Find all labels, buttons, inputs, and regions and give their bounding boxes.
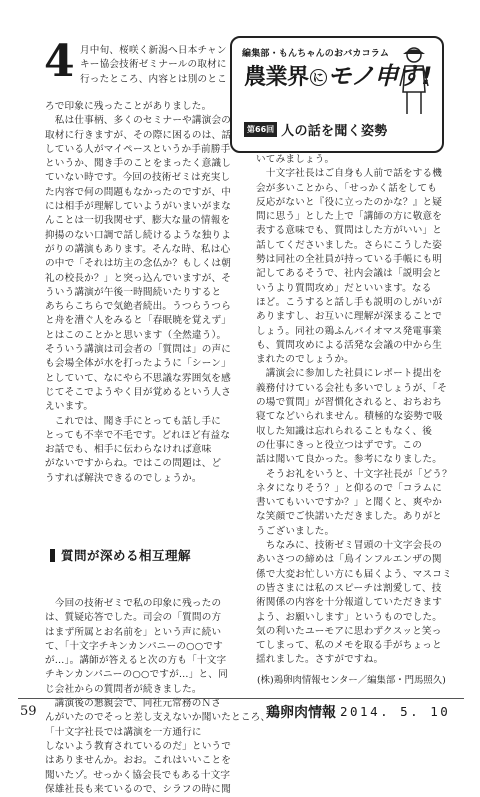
text-line: そうお礼をいうと、十文字社長が「どう？ <box>256 468 452 480</box>
column-title-box <box>230 36 444 153</box>
text-line: あちらこちらで気絶者続出。うつらうつら <box>45 301 231 313</box>
drop-cap: 4 <box>44 36 75 87</box>
section-heading-text: 質問が深める相互理解 <box>61 548 192 563</box>
text-line: 勢は同社の全社員が持っている手帳にも明 <box>256 254 443 266</box>
text-line: 講演会に参加した社員にレポート提出を <box>256 368 443 380</box>
text-line: の皆さまには私のスピーチは割愛して、技 <box>256 582 442 594</box>
text-line: よう、お願いします」というものでした。 <box>256 611 443 623</box>
text-line: 反応がないと『役に立ったのかな？』と疑 <box>256 196 443 208</box>
text-line: の中で「それは坊主の念仏か？もしくは朝 <box>45 258 232 270</box>
heading-bar-icon <box>50 549 55 562</box>
text-line: まれたのでしょうか。 <box>256 354 354 366</box>
text-line: ありますし、お互いに理解が深まることで <box>256 311 443 323</box>
text-line: て、「十文字チキンカンパニーの○○です <box>45 640 223 652</box>
text-line: んことは一切我関せず、膨大な量の情報を <box>45 215 231 227</box>
text-line: がりの講演もあります。そんな時、私は心 <box>45 243 231 255</box>
text-line: しょう。同社の鶏ふんバイオマス発電事業 <box>256 325 442 337</box>
text-line: は、質疑応答でした。司会の「質問の方 <box>45 612 222 624</box>
text-line: 問に思う」とした上で「講師の方に敬意を <box>256 211 443 223</box>
column-subtitle: 人の話を聞く姿勢 <box>281 124 388 139</box>
text-line: 礼の校長か？」と突っ込んでいますが、そ <box>45 272 232 284</box>
text-line: チキンカンパニーの○○ですが…」と、同 <box>45 669 228 681</box>
text-line: んがいたのでそっと差し支えないか聞いたところ、 <box>45 712 271 724</box>
text-line: 今回の技術ゼミで私の印象に残ったの <box>45 598 222 609</box>
text-line: てしまって、私のメモを取る手がちょっと <box>256 640 442 652</box>
text-line: がないですからね。ではこの問題は、ど <box>45 458 222 470</box>
text-line: 気の利いたユーモアに思わずクスッと笑っ <box>256 625 442 637</box>
text-line: いてみましょう。 <box>256 154 335 165</box>
text-line: 収した知識は忘れられることもなく、後 <box>256 425 433 437</box>
text-line: キー協会技術ゼミナールの取材に <box>80 59 227 71</box>
text-line: これでは、聞き手にとっても話し手に <box>45 415 222 427</box>
text-line: お話でも、相手に伝わらなければ意味 <box>45 444 212 456</box>
text-line: はありませんか。おお。これはいいことを <box>45 755 232 767</box>
publication-date: 2014. 5. 10 <box>340 704 451 719</box>
text-line: あいさつの締めは「鳥インフルエンザの関 <box>256 554 442 566</box>
standing-man-icon <box>394 46 434 116</box>
text-line: うすれば解決できるのでしょうか。 <box>45 472 202 484</box>
intro-paragraph-top <box>80 44 227 87</box>
text-line: 寝てなどいられません。積極的な姿勢で吸 <box>256 411 443 423</box>
text-line: 話してくださいました。さらにこうした姿 <box>256 239 443 251</box>
text-line: いうより質問攻め」だといいます。なる <box>256 282 432 294</box>
text-line: している人がマイペースというか手前勝手 <box>45 143 231 155</box>
text-line: と舟を漕ぐ人をみると「春眠暁を覚えず」 <box>45 315 232 327</box>
text-line: しないよう教育されているのだ」というで <box>45 740 232 752</box>
text-line: の場で質問」が習慣化されると、おちおち <box>256 397 443 409</box>
text-line: 係で大変お忙しい方にも届くよう、マスコミ <box>256 568 452 580</box>
text-line: も、質問攻めによる活発な会議の中から生 <box>256 339 443 351</box>
text-line: ほど。こうすると話し手も説明のしがいが <box>256 296 443 308</box>
text-line: 抑揚のない口調で話し続けるような独りよ <box>45 229 232 241</box>
text-line: 月中旬、桜咲く新潟へ日本チャン <box>80 45 227 56</box>
text-line: じ会社からの質問者が続きました。 <box>45 683 202 695</box>
right-column-body <box>256 153 452 668</box>
text-line: とはこのことかと思います（全然違う）。 <box>45 329 227 341</box>
text-line: た内容で何の問題もなかったのですが、中 <box>45 186 232 198</box>
text-line: じてそこでようやく目が覚めるという人さ <box>45 386 232 398</box>
text-line: には相手が理解していようがいまいがまな <box>45 201 232 213</box>
column-kicker: 編集部・もんちゃんのおバカコラム <box>242 49 390 59</box>
text-line: ういう講演が午後一時間続いたりすると <box>45 286 222 298</box>
column-subtitle-row <box>244 120 388 139</box>
text-line: 講演後の懇親会で、同社元常務のＮさ <box>45 698 222 710</box>
text-line: 会が多いことから、「せっかく話をしても <box>256 182 438 194</box>
text-line: 術関係の内容を十分報道していただきます <box>256 597 443 609</box>
text-line: はまず所属とお名前を」という声に続い <box>45 626 222 638</box>
text-line: 行ったところ、内容とは別のとこ <box>80 73 227 85</box>
text-line: 私は仕事柄、多くのセミナーや講演会の <box>45 115 232 127</box>
text-line: ちなみに、技術ゼミ冒頭の十文字会長の <box>256 540 443 552</box>
page-number: 59 <box>20 704 37 719</box>
issue-badge: 第66回 <box>244 122 277 137</box>
text-line: そういう講演は司会者の「質問は」の声に <box>45 344 232 356</box>
text-line: 揺れました。さすがですね。 <box>256 654 384 666</box>
text-line: 取材に行きますが、その際に困るのは、話 <box>45 129 232 141</box>
text-line: としていて、なにやら不思議な雰囲気を感 <box>45 372 231 384</box>
text-line: えいます。 <box>45 401 94 413</box>
text-line: 書いてもいいですか？」と聞くと、爽やか <box>256 497 443 509</box>
text-line: 聞いたゾ。せっかく協会長でもある十文字 <box>45 769 231 781</box>
text-line: な笑顔でご快諾いただきました。ありがと <box>256 511 443 523</box>
text-line: の仕事にきっと役立つはずです。この <box>256 439 423 451</box>
author-signoff: (株)鶏卵肉情報センター／編集部・門馬照久) <box>257 675 446 686</box>
text-line: うございました。 <box>256 525 335 537</box>
text-line: も会場全体が水を打ったように「シーン」 <box>45 358 231 370</box>
text-line: 記してあるそうで、社内会議は「説明会と <box>256 268 442 280</box>
footer-divider <box>18 698 464 699</box>
text-line: 話は聞いて良かった。参考になりました。 <box>256 454 443 466</box>
column-title-particle: に <box>310 69 327 86</box>
text-line: というか、聞き手のことをまったく意識し <box>45 158 232 170</box>
text-line: 「十文字社長では講演を一方通行に <box>45 726 202 738</box>
publication-name: 鶏卵肉情報 <box>266 705 336 721</box>
text-line: とっても不幸で不毛です。どれほど有益な <box>45 429 231 441</box>
column-title-part1: 農業界 <box>244 65 309 90</box>
section-heading <box>50 546 191 564</box>
column-title-part2: モノ申す! <box>327 62 432 90</box>
text-line: 表する意味でも、質問はした方がいい」と <box>256 225 443 237</box>
text-line: 十文字社長はご自身も人前で話をする機 <box>256 168 443 180</box>
left-column-section <box>45 597 270 797</box>
text-line: ていない時です。今回の技術ゼミは充実し <box>45 172 231 184</box>
text-line: ろで印象に残ったことがありました。 <box>45 101 212 112</box>
text-line: ネタになりそう？」と仰るので「コラムに <box>256 482 442 494</box>
text-line: 義務付けている会社も多いでしょうが、「そ <box>256 382 448 394</box>
text-line: が…」。講師が答えると次の方も「十文字 <box>45 655 227 667</box>
text-line: 保雄社長も来ているので、シラフの時に聞 <box>45 783 231 795</box>
left-column-body <box>45 100 231 486</box>
